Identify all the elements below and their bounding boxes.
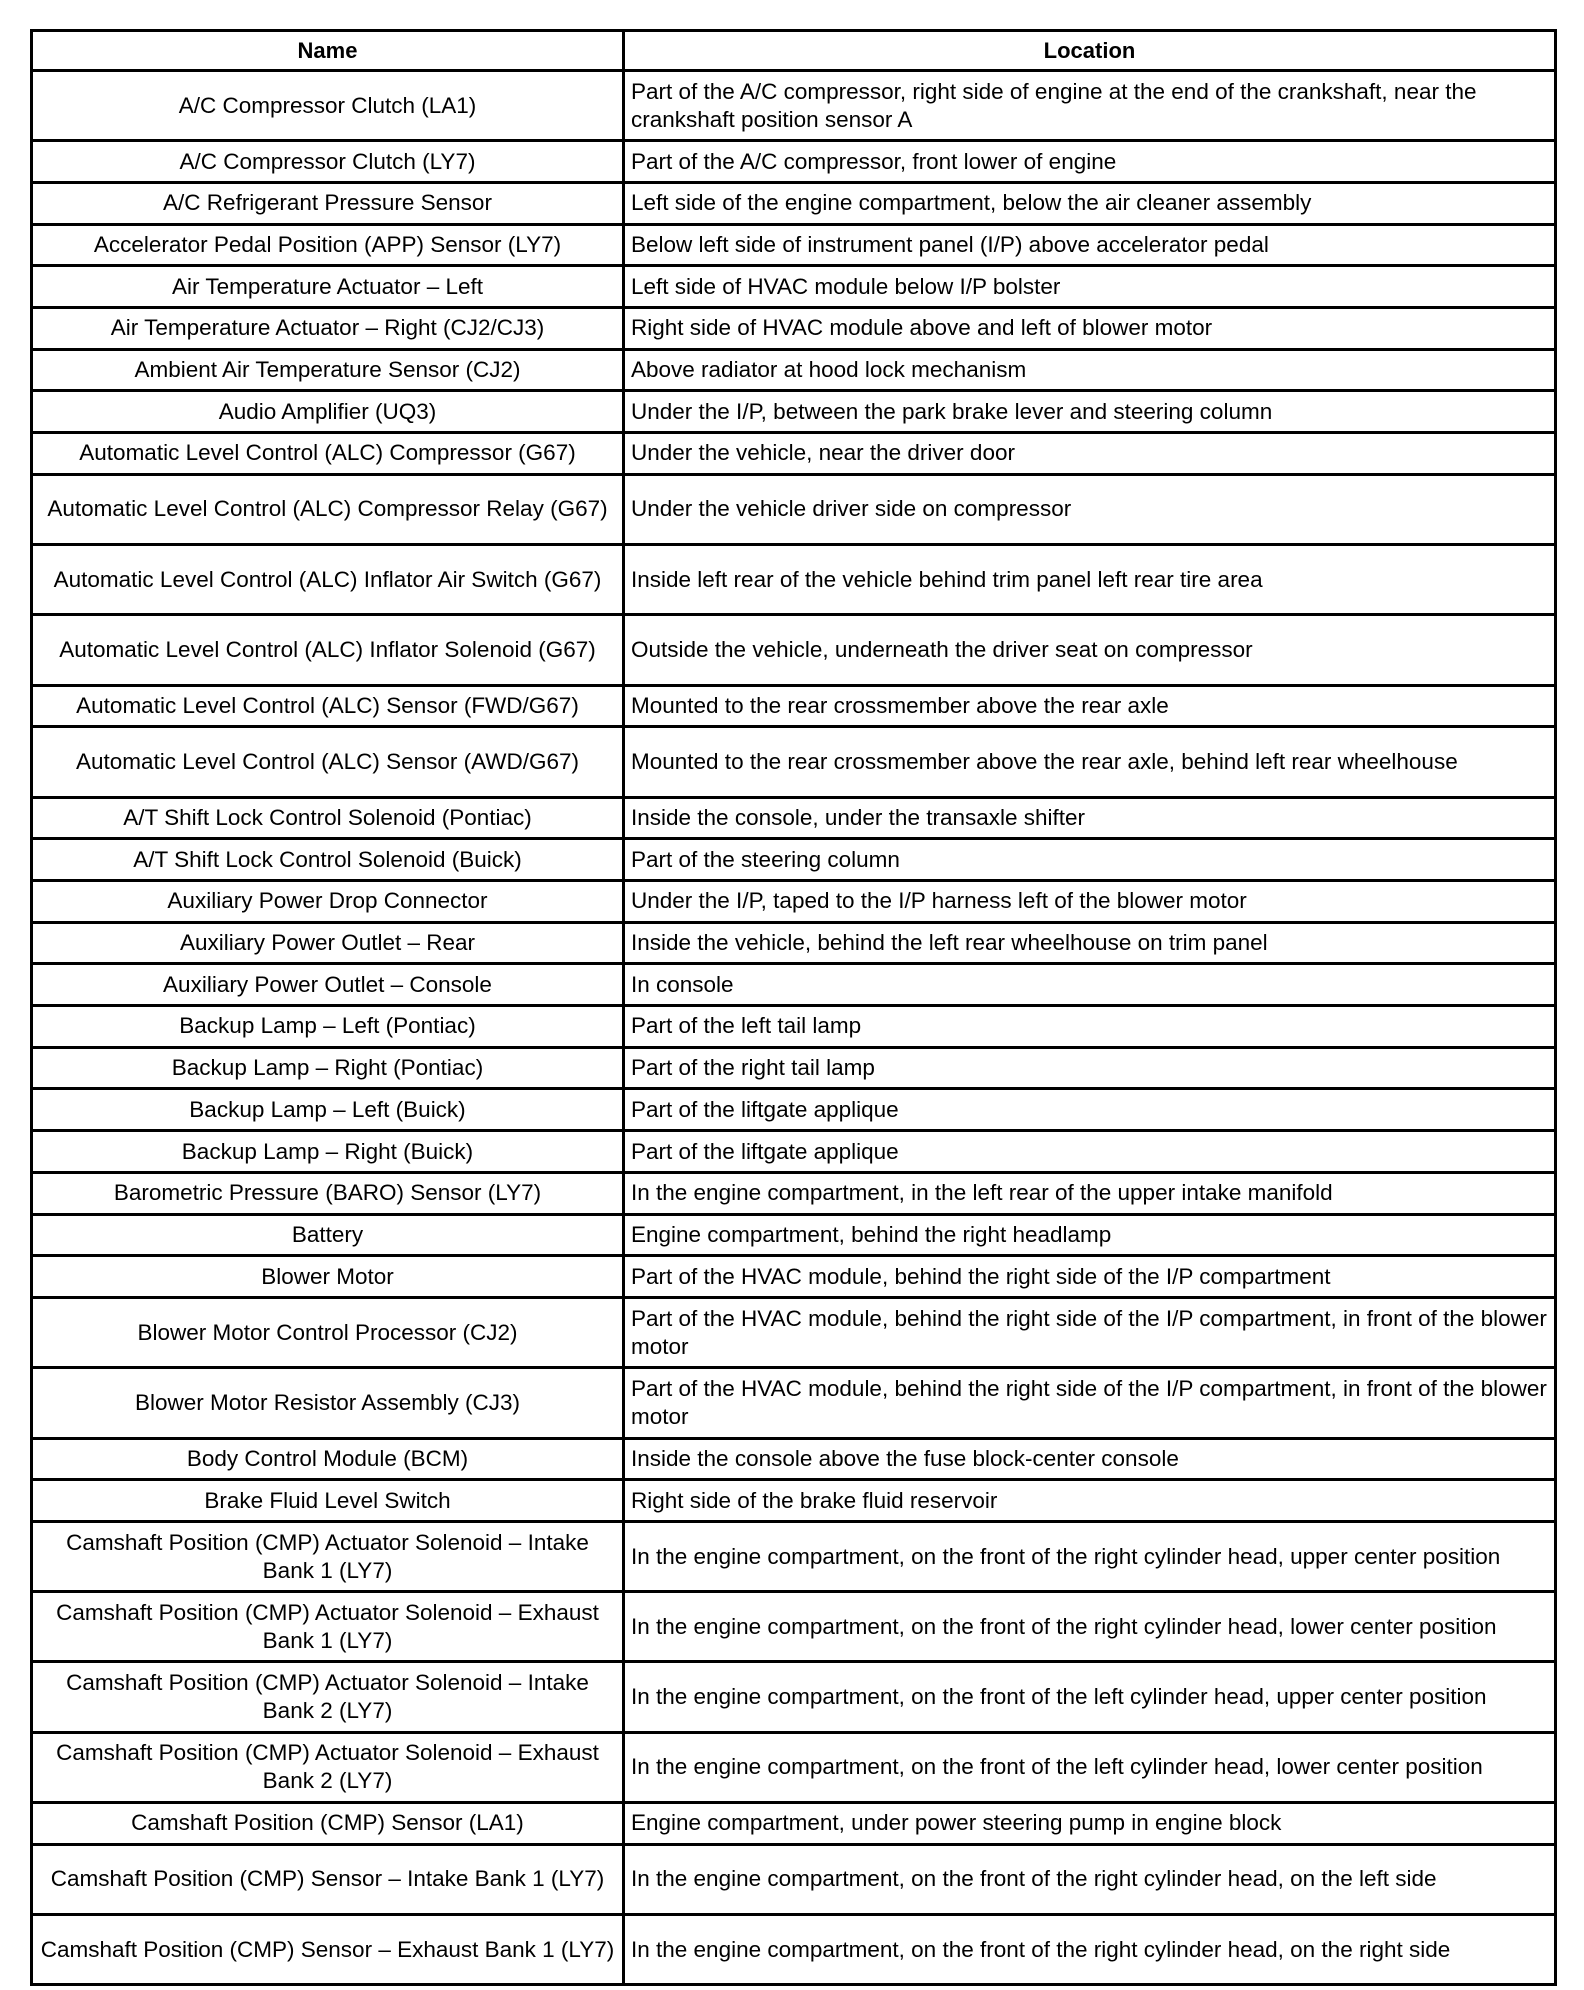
table-row [32,964,1556,1006]
component-location-cell: In the engine compartment, on the front of the right cylinder head, upper center position [624,1521,1556,1591]
table-row [32,182,1556,224]
component-name-cell: A/T Shift Lock Control Solenoid (Buick) [32,839,624,881]
component-location-cell: Inside the vehicle, behind the left rear wheelhouse on trim panel [624,922,1556,964]
component-location-cell: Above radiator at hood lock mechanism [624,349,1556,391]
component-location-cell: Inside the console above the fuse block-center console [624,1438,1556,1480]
component-location-cell: In the engine compartment, on the front of the left cylinder head, upper center position [624,1662,1556,1732]
table-row [32,1803,1556,1845]
component-location-cell: Part of the A/C compressor, right side of engine at the end of the crankshaft, near the crankshaft position sensor A [624,71,1556,141]
table-row [32,1172,1556,1214]
table-row [32,474,1556,544]
table-row [32,1438,1556,1480]
component-name-cell: Automatic Level Control (ALC) Compressor Relay (G67) [32,474,624,544]
component-name-cell: Camshaft Position (CMP) Actuator Solenoid – Exhaust Bank 1 (LY7) [32,1592,624,1662]
component-location-cell: Left side of HVAC module below I/P bolster [624,266,1556,308]
component-location-cell: Under the vehicle, near the driver door [624,433,1556,475]
component-name-cell: Battery [32,1214,624,1256]
component-name-cell: A/C Refrigerant Pressure Sensor [32,182,624,224]
table-row [32,1521,1556,1591]
component-name-cell: A/C Compressor Clutch (LY7) [32,141,624,183]
table-row [32,727,1556,797]
component-location-cell: Engine compartment, behind the right headlamp [624,1214,1556,1256]
component-name-cell: Auxiliary Power Drop Connector [32,881,624,923]
component-location-cell: Mounted to the rear crossmember above the rear axle, behind left rear wheelhouse [624,727,1556,797]
table-row [32,141,1556,183]
table-row [32,685,1556,727]
table-row [32,1214,1556,1256]
component-location-cell: Inside the console, under the transaxle shifter [624,797,1556,839]
table-row [32,1297,1556,1367]
component-location-cell: Part of the A/C compressor, front lower of engine [624,141,1556,183]
table-row [32,1256,1556,1298]
component-location-cell: In the engine compartment, on the front of the right cylinder head, on the left side [624,1844,1556,1914]
component-location-cell: Under the vehicle driver side on compressor [624,474,1556,544]
component-location-cell: Part of the HVAC module, behind the right side of the I/P compartment [624,1256,1556,1298]
component-location-cell: In the engine compartment, on the front of the left cylinder head, lower center position [624,1732,1556,1802]
table-body [32,71,1556,1985]
component-name-cell: Air Temperature Actuator – Right (CJ2/CJ3) [32,308,624,350]
component-name-cell: Blower Motor Resistor Assembly (CJ3) [32,1368,624,1438]
component-locator-document [30,29,1554,1986]
component-location-cell: In the engine compartment, in the left rear of the upper intake manifold [624,1172,1556,1214]
component-location-cell: Part of the HVAC module, behind the right side of the I/P compartment, in front of the blower motor [624,1368,1556,1438]
table-row [32,308,1556,350]
table-header-row [32,31,1556,71]
component-name-cell: Brake Fluid Level Switch [32,1480,624,1522]
component-name-cell: Blower Motor [32,1256,624,1298]
component-name-cell: Automatic Level Control (ALC) Compressor (G67) [32,433,624,475]
table-row [32,1915,1556,1985]
table-row [32,839,1556,881]
component-location-cell: Below left side of instrument panel (I/P) above accelerator pedal [624,224,1556,266]
table-row [32,881,1556,923]
component-name-cell: Camshaft Position (CMP) Sensor (LA1) [32,1803,624,1845]
table-row [32,615,1556,685]
component-name-cell: Backup Lamp – Left (Pontiac) [32,1006,624,1048]
component-name-cell: Backup Lamp – Right (Pontiac) [32,1047,624,1089]
table-row [32,1368,1556,1438]
table-row [32,1844,1556,1914]
table-row [32,1006,1556,1048]
component-name-cell: Blower Motor Control Processor (CJ2) [32,1297,624,1367]
component-name-cell: Barometric Pressure (BARO) Sensor (LY7) [32,1172,624,1214]
table-row [32,1732,1556,1802]
component-name-cell: Automatic Level Control (ALC) Inflator Solenoid (G67) [32,615,624,685]
component-name-cell: Camshaft Position (CMP) Sensor – Intake Bank 1 (LY7) [32,1844,624,1914]
component-location-cell: In console [624,964,1556,1006]
table-row [32,1131,1556,1173]
component-name-cell: Camshaft Position (CMP) Actuator Solenoid – Intake Bank 1 (LY7) [32,1521,624,1591]
component-name-cell: A/C Compressor Clutch (LA1) [32,71,624,141]
component-name-cell: Camshaft Position (CMP) Actuator Solenoid – Exhaust Bank 2 (LY7) [32,1732,624,1802]
component-location-cell: Inside left rear of the vehicle behind trim panel left rear tire area [624,545,1556,615]
table-row [32,1089,1556,1131]
component-location-cell: Engine compartment, under power steering pump in engine block [624,1803,1556,1845]
table-row [32,1480,1556,1522]
component-location-cell: Left side of the engine compartment, below the air cleaner assembly [624,182,1556,224]
table-row [32,349,1556,391]
component-location-cell: Part of the HVAC module, behind the right side of the I/P compartment, in front of the blower motor [624,1297,1556,1367]
table-row [32,71,1556,141]
table-row [32,266,1556,308]
component-location-cell: Mounted to the rear crossmember above the rear axle [624,685,1556,727]
component-location-table [30,29,1557,1986]
column-header-name: Name [32,31,624,71]
component-location-cell: Part of the left tail lamp [624,1006,1556,1048]
component-name-cell: Automatic Level Control (ALC) Inflator Air Switch (G67) [32,545,624,615]
component-location-cell: In the engine compartment, on the front of the right cylinder head, on the right side [624,1915,1556,1985]
component-name-cell: Automatic Level Control (ALC) Sensor (AWD/G67) [32,727,624,797]
column-header-location: Location [624,31,1556,71]
component-location-cell: In the engine compartment, on the front of the right cylinder head, lower center position [624,1592,1556,1662]
table-row [32,797,1556,839]
component-name-cell: Camshaft Position (CMP) Actuator Solenoid – Intake Bank 2 (LY7) [32,1662,624,1732]
table-row [32,1047,1556,1089]
component-name-cell: A/T Shift Lock Control Solenoid (Pontiac) [32,797,624,839]
component-location-cell: Under the I/P, taped to the I/P harness left of the blower motor [624,881,1556,923]
table-row [32,1662,1556,1732]
component-name-cell: Camshaft Position (CMP) Sensor – Exhaust Bank 1 (LY7) [32,1915,624,1985]
component-name-cell: Air Temperature Actuator – Left [32,266,624,308]
component-name-cell: Automatic Level Control (ALC) Sensor (FWD/G67) [32,685,624,727]
table-row [32,224,1556,266]
component-name-cell: Auxiliary Power Outlet – Rear [32,922,624,964]
table-row [32,922,1556,964]
component-location-cell: Part of the right tail lamp [624,1047,1556,1089]
component-location-cell: Part of the liftgate applique [624,1131,1556,1173]
table-row [32,391,1556,433]
component-location-cell: Outside the vehicle, underneath the driver seat on compressor [624,615,1556,685]
component-location-cell: Right side of the brake fluid reservoir [624,1480,1556,1522]
component-location-cell: Part of the liftgate applique [624,1089,1556,1131]
component-location-cell: Right side of HVAC module above and left of blower motor [624,308,1556,350]
component-location-cell: Under the I/P, between the park brake lever and steering column [624,391,1556,433]
component-name-cell: Backup Lamp – Right (Buick) [32,1131,624,1173]
component-name-cell: Audio Amplifier (UQ3) [32,391,624,433]
component-name-cell: Accelerator Pedal Position (APP) Sensor (LY7) [32,224,624,266]
table-row [32,433,1556,475]
component-name-cell: Body Control Module (BCM) [32,1438,624,1480]
component-name-cell: Auxiliary Power Outlet – Console [32,964,624,1006]
component-name-cell: Ambient Air Temperature Sensor (CJ2) [32,349,624,391]
table-row [32,1592,1556,1662]
component-location-cell: Part of the steering column [624,839,1556,881]
component-name-cell: Backup Lamp – Left (Buick) [32,1089,624,1131]
table-row [32,545,1556,615]
